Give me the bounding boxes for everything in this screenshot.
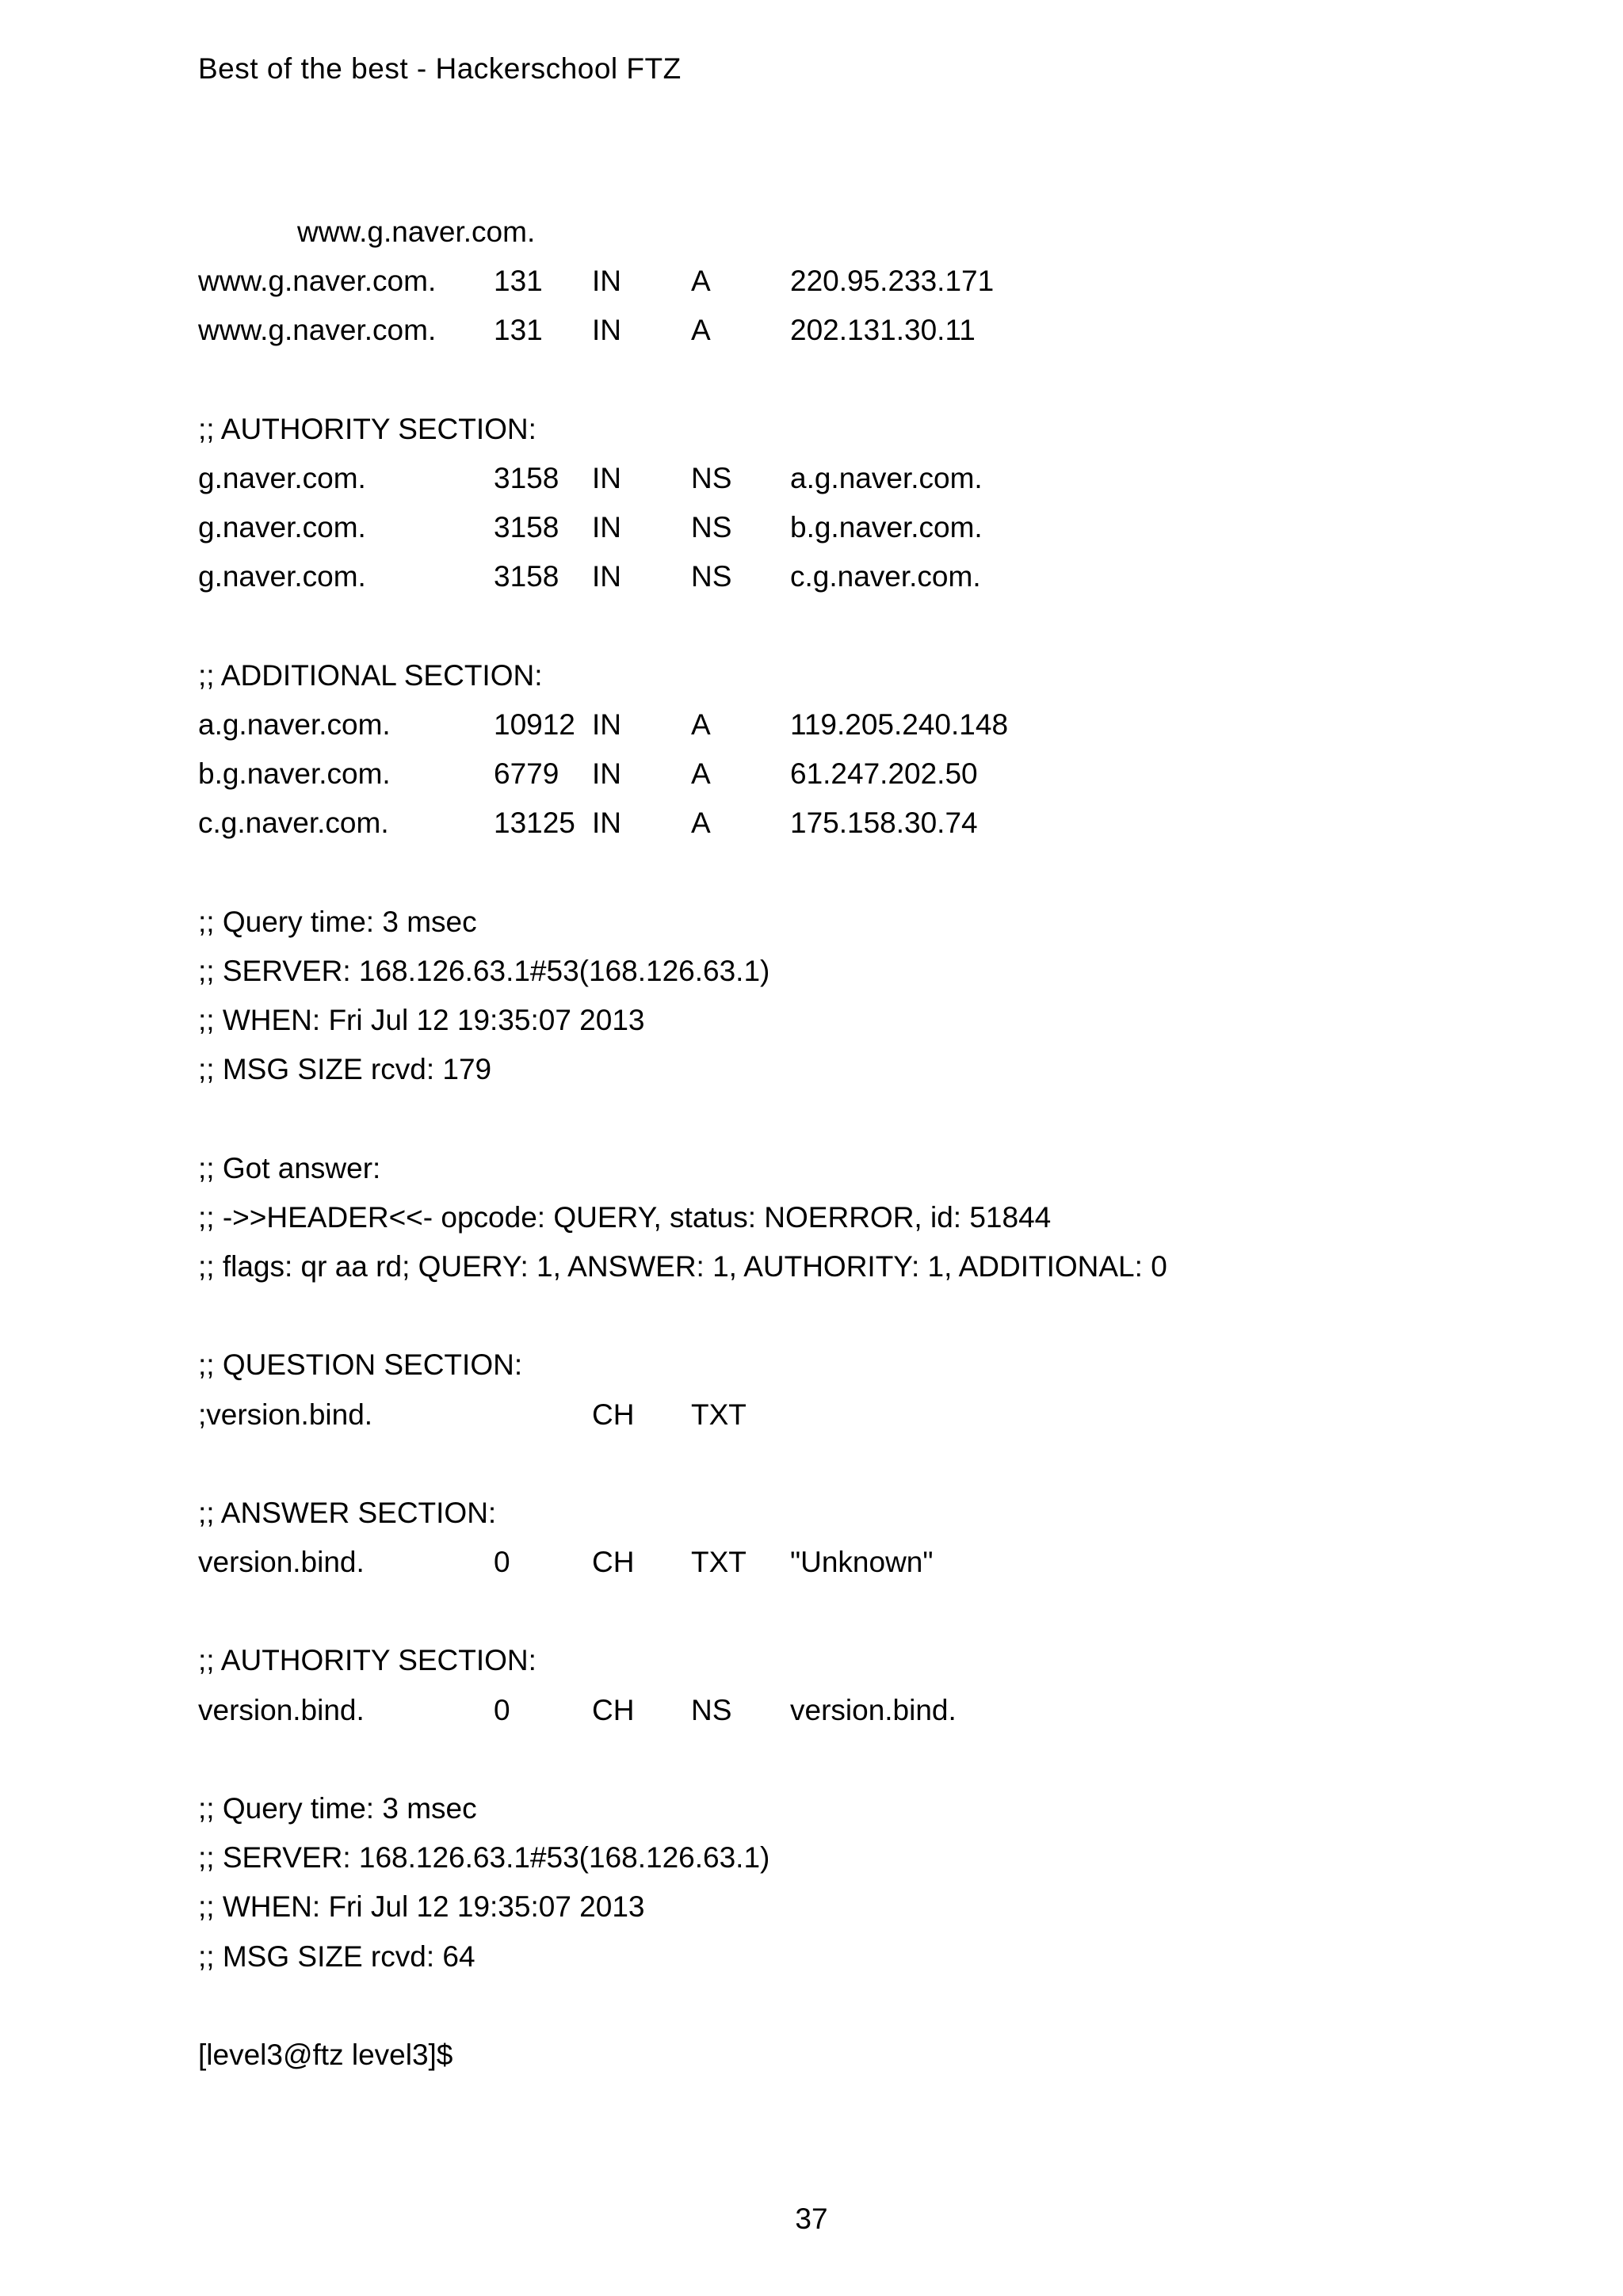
output-line bbox=[198, 1882, 1506, 1932]
terminal-output bbox=[198, 208, 1506, 2080]
output-text: [level3@ftz level3]$ bbox=[198, 2038, 453, 2071]
record-data: 220.95.233.171 bbox=[790, 265, 995, 298]
record-type: A bbox=[691, 314, 711, 347]
blank-line bbox=[198, 602, 1506, 651]
record-name: www.g.naver.com. bbox=[198, 314, 437, 347]
blank-line bbox=[198, 1587, 1506, 1636]
record-class: IN bbox=[592, 461, 621, 494]
record-type: A bbox=[691, 807, 711, 840]
dns-record-row bbox=[198, 306, 1506, 355]
output-line bbox=[198, 1489, 1506, 1538]
record-class: IN bbox=[592, 707, 621, 741]
record-name: c.g.naver.com. bbox=[198, 807, 389, 840]
blank-line bbox=[198, 1981, 1506, 2031]
record-type: NS bbox=[691, 511, 732, 544]
dns-record-row bbox=[198, 503, 1506, 552]
output-text: ;; Query time: 3 msec bbox=[198, 1792, 477, 1825]
record-data: 175.158.30.74 bbox=[790, 807, 978, 840]
output-line bbox=[198, 1045, 1506, 1094]
blank-line bbox=[198, 1440, 1506, 1489]
record-data: 119.205.240.148 bbox=[790, 707, 1009, 741]
dns-record-row bbox=[198, 700, 1506, 749]
record-name: version.bind. bbox=[198, 1546, 365, 1579]
record-type: TXT bbox=[691, 1546, 747, 1579]
output-line bbox=[198, 405, 1506, 454]
record-ttl: 0 bbox=[494, 1546, 510, 1579]
output-text: www.g.naver.com. bbox=[297, 215, 536, 248]
output-text: ;; AUTHORITY SECTION: bbox=[198, 1644, 537, 1677]
record-ttl: 13125 bbox=[494, 807, 575, 840]
dns-record-row bbox=[198, 749, 1506, 799]
record-type: NS bbox=[691, 560, 732, 593]
record-class: CH bbox=[592, 1398, 635, 1431]
output-line bbox=[198, 1341, 1506, 1390]
output-text: ;; QUESTION SECTION: bbox=[198, 1348, 523, 1382]
record-name: g.naver.com. bbox=[198, 461, 366, 494]
output-text: ;; AUTHORITY SECTION: bbox=[198, 412, 537, 445]
output-line bbox=[198, 208, 1506, 257]
record-type: NS bbox=[691, 461, 732, 494]
record-class: CH bbox=[592, 1546, 635, 1579]
record-data: version.bind. bbox=[790, 1693, 957, 1726]
record-type: A bbox=[691, 707, 711, 741]
record-name: version.bind. bbox=[198, 1693, 365, 1726]
record-name: g.naver.com. bbox=[198, 560, 366, 593]
record-data: a.g.naver.com. bbox=[790, 461, 983, 494]
record-ttl: 10912 bbox=[494, 707, 575, 741]
dns-record-row bbox=[198, 454, 1506, 503]
output-line bbox=[198, 651, 1506, 700]
output-text: ;; MSG SIZE rcvd: 64 bbox=[198, 1939, 475, 1973]
dns-record-row bbox=[198, 1390, 1506, 1440]
output-line bbox=[198, 947, 1506, 996]
record-ttl: 6779 bbox=[494, 757, 559, 791]
record-class: IN bbox=[592, 807, 621, 840]
record-type: A bbox=[691, 757, 711, 791]
output-text: ;; ->>HEADER<<- opcode: QUERY, status: NOERROR, id: 51844 bbox=[198, 1200, 1052, 1234]
record-ttl: 131 bbox=[494, 265, 543, 298]
record-ttl: 3158 bbox=[494, 511, 559, 544]
output-line bbox=[198, 1193, 1506, 1242]
output-text: ;; ADDITIONAL SECTION: bbox=[198, 658, 543, 692]
record-class: IN bbox=[592, 511, 621, 544]
record-data: c.g.naver.com. bbox=[790, 560, 981, 593]
dns-record-row bbox=[198, 552, 1506, 601]
output-text: ;; Query time: 3 msec bbox=[198, 905, 477, 938]
dns-record-row bbox=[198, 257, 1506, 306]
output-line bbox=[198, 996, 1506, 1045]
output-text: ;; Got answer: bbox=[198, 1151, 381, 1184]
record-name: ;version.bind. bbox=[198, 1398, 373, 1431]
record-name: b.g.naver.com. bbox=[198, 757, 391, 791]
output-text: ;; SERVER: 168.126.63.1#53(168.126.63.1) bbox=[198, 954, 770, 987]
output-text: ;; WHEN: Fri Jul 12 19:35:07 2013 bbox=[198, 1890, 645, 1924]
record-type: A bbox=[691, 265, 711, 298]
output-text: ;; WHEN: Fri Jul 12 19:35:07 2013 bbox=[198, 1004, 645, 1036]
record-ttl: 3158 bbox=[494, 560, 559, 593]
record-data: "Unknown" bbox=[790, 1546, 934, 1579]
record-class: IN bbox=[592, 757, 621, 791]
output-line bbox=[198, 2031, 1506, 2080]
page-number: 37 bbox=[795, 2203, 828, 2235]
blank-line bbox=[198, 356, 1506, 405]
record-name: g.naver.com. bbox=[198, 511, 366, 544]
output-line bbox=[198, 1784, 1506, 1833]
record-name: a.g.naver.com. bbox=[198, 707, 391, 741]
record-class: IN bbox=[592, 314, 621, 347]
record-class: CH bbox=[592, 1693, 635, 1726]
blank-line bbox=[198, 848, 1506, 897]
blank-line bbox=[198, 1291, 1506, 1341]
record-class: IN bbox=[592, 560, 621, 593]
dns-record-row bbox=[198, 1686, 1506, 1735]
running-header: Best of the best - Hackerschool FTZ bbox=[198, 52, 682, 85]
output-line bbox=[198, 1833, 1506, 1882]
record-type: TXT bbox=[691, 1398, 747, 1431]
output-line bbox=[198, 1932, 1506, 1981]
record-ttl: 3158 bbox=[494, 461, 559, 494]
blank-line bbox=[198, 1094, 1506, 1143]
output-line bbox=[198, 1144, 1506, 1193]
record-ttl: 131 bbox=[494, 314, 543, 347]
output-text: ;; MSG SIZE rcvd: 179 bbox=[198, 1053, 492, 1086]
blank-line bbox=[198, 1735, 1506, 1784]
output-line bbox=[198, 898, 1506, 947]
output-text: ;; ANSWER SECTION: bbox=[198, 1496, 497, 1529]
record-ttl: 0 bbox=[494, 1693, 510, 1726]
output-text: ;; SERVER: 168.126.63.1#53(168.126.63.1) bbox=[198, 1841, 770, 1875]
record-data: 202.131.30.11 bbox=[790, 314, 976, 347]
record-type: NS bbox=[691, 1693, 732, 1726]
output-text: ;; flags: qr aa rd; QUERY: 1, ANSWER: 1, AUTHORITY: 1, ADDITIONAL: 0 bbox=[198, 1249, 1167, 1283]
output-line bbox=[198, 1242, 1506, 1291]
record-class: IN bbox=[592, 265, 621, 298]
dns-record-row bbox=[198, 799, 1506, 848]
dns-record-row bbox=[198, 1538, 1506, 1587]
record-data: b.g.naver.com. bbox=[790, 511, 983, 544]
record-name: www.g.naver.com. bbox=[198, 265, 437, 298]
output-line bbox=[198, 1636, 1506, 1685]
record-data: 61.247.202.50 bbox=[790, 757, 978, 791]
